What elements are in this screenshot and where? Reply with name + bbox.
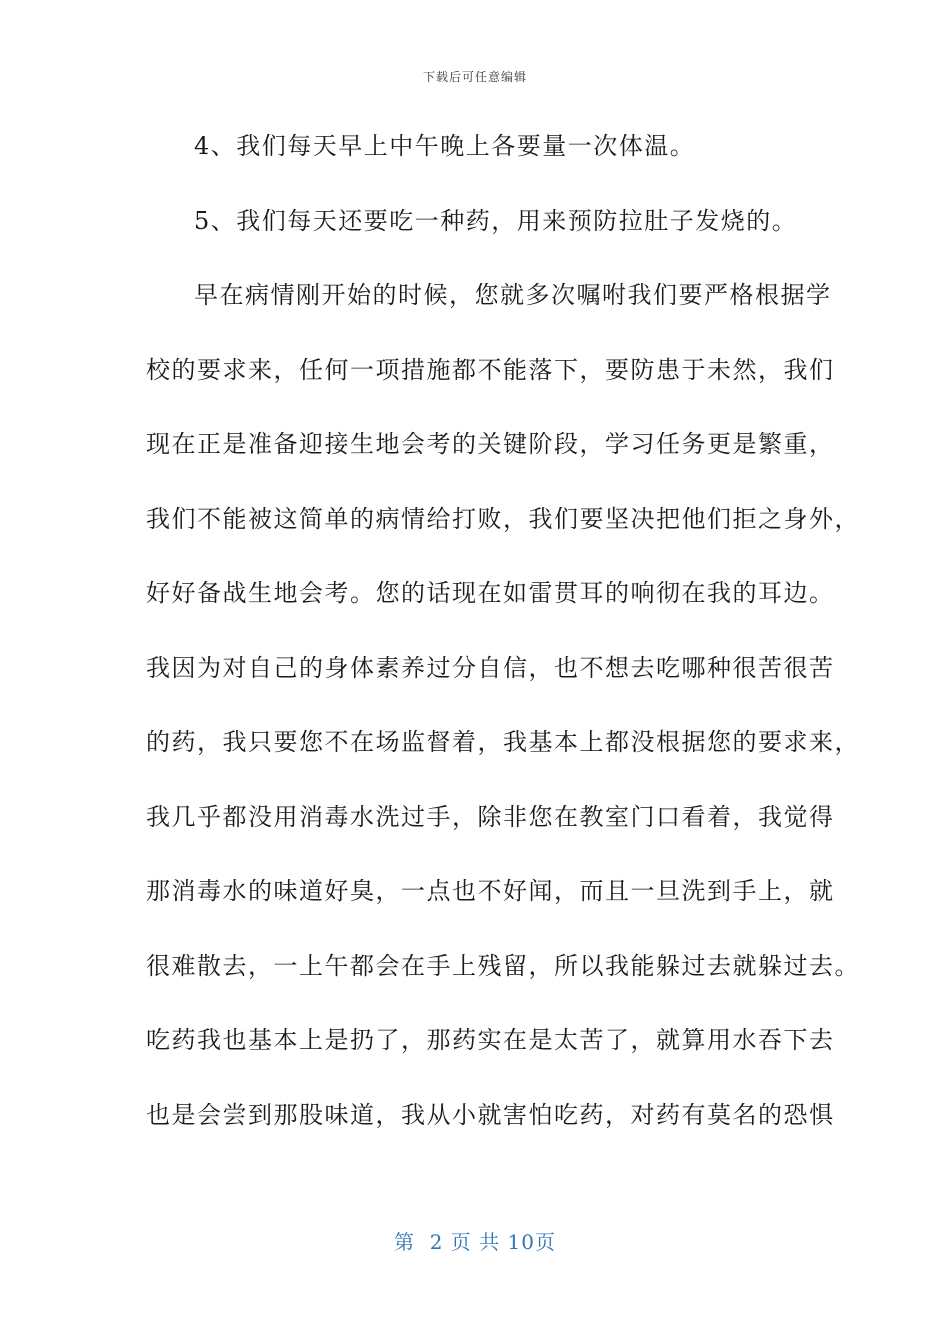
paragraph-line: 很难散去，一上午都会在手上残留，所以我能躲过去就躲过去。 [146, 951, 860, 980]
paragraph-line: 4、我们每天早上中午晚上各要量一次体温。 [194, 132, 696, 160]
page-number-footer: 第 2 页 共 10页 [394, 1230, 556, 1254]
paragraph-line: 现在正是准备迎接生地会考的关键阶段，学习任务更是繁重， [146, 430, 835, 458]
paragraph-line: 好好备战生地会考。您的话现在如雷贯耳的响彻在我的耳边。 [146, 579, 835, 607]
paragraph-line: 5、我们每天还要吃一种药，用来预防拉肚子发烧的。 [194, 206, 798, 235]
paragraph-line: 我们不能被这简单的病情给打败，我们要坚决把他们拒之身外， [146, 504, 860, 533]
paragraph-line: 也是会尝到那股味道，我从小就害怕吃药，对药有莫名的恐惧 [146, 1100, 835, 1129]
paragraph-line: 吃药我也基本上是扔了，那药实在是太苦了，就算用水吞下去 [146, 1026, 835, 1054]
paragraph-line: 的药，我只要您不在场监督着，我基本上都没根据您的要求来， [146, 728, 860, 756]
body-text [146, 126, 860, 1169]
header-note: 下载后可任意编辑 [422, 70, 527, 84]
paragraph-line: 那消毒水的味道好臭，一点也不好闻，而且一旦洗到手上，就 [146, 877, 835, 905]
paragraph-line: 我几乎都没用消毒水洗过手，除非您在教室门口看着，我觉得 [146, 802, 835, 831]
paragraph-line: 校的要求来，任何一项措施都不能落下，要防患于未然，我们 [146, 355, 835, 384]
paragraph-line: 我因为对自己的身体素养过分自信，也不想去吃哪种很苦很苦 [146, 653, 835, 682]
paragraph-line: 早在病情刚开始的时候，您就多次嘱咐我们要严格根据学 [194, 281, 832, 309]
